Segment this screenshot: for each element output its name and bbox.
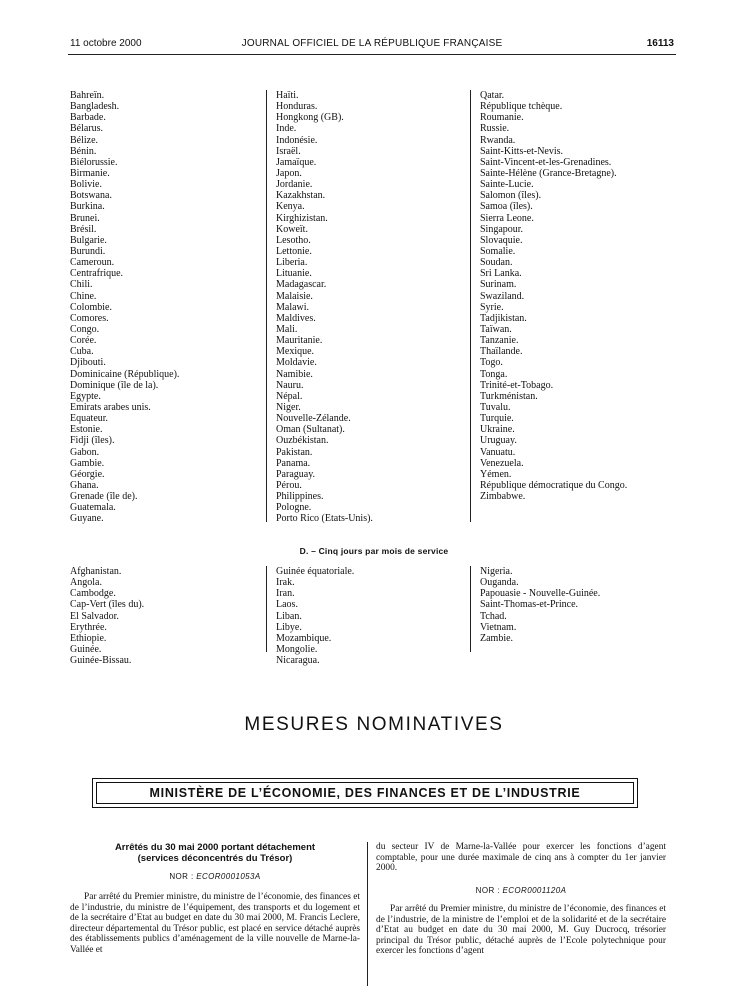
mesures-nominatives-title: MESURES NOMINATIVES — [244, 714, 504, 735]
country-item: Guatemala. — [70, 502, 116, 514]
column-divider — [266, 566, 267, 652]
country-item: Slovaquie. — [480, 234, 523, 246]
nor-code: ECOR0001120A — [502, 886, 567, 895]
country-item: Guinée. — [70, 643, 102, 655]
country-item: Philippines. — [276, 491, 324, 503]
country-item: Géorgie. — [70, 468, 105, 480]
article-paragraph-2: Par arrêté du Premier ministre, du ministre de l’économie, des finances et de l’industrie, de la ministre de l’emploi et de la solidarité et de la secrétaire d’Etat au budget en date du 30 mai 2000, M. Guy Ducrocq, trésorier principal du Trésor public, détaché auprès de l’Ecole polytechnique pour exercer les fonctions d’agent — [376, 904, 666, 957]
country-item: Oman (Sultanat). — [276, 424, 345, 436]
country-list-column-3 — [480, 90, 627, 502]
country-item: République tchèque. — [480, 101, 563, 113]
country-item: Togo. — [480, 357, 503, 369]
country-item: Lettonie. — [276, 245, 312, 257]
country-item: Maldives. — [276, 312, 316, 324]
article-paragraph-1-continued: du secteur IV de Marne-la-Vallée pour exercer les fonctions d’agent comptable, pour une durée maximale de cinq ans à compter du 1er janvier 2000. — [376, 842, 666, 874]
country-item: Cuba. — [70, 346, 94, 358]
country-item: Malaisie. — [276, 290, 313, 302]
country-item: Kenya. — [276, 201, 305, 213]
country-item: Rwanda. — [480, 134, 516, 146]
section-d-heading: D. – Cinq jours par mois de service — [299, 546, 449, 556]
country-item: Afghanistan. — [70, 566, 122, 577]
country-item: Tchad. — [480, 610, 507, 622]
country-item: Namibie. — [276, 368, 313, 380]
section-d-column-1 — [70, 566, 144, 666]
country-item: Comores. — [70, 312, 109, 324]
country-item: Moldavie. — [276, 357, 317, 369]
country-item: Zimbabwe. — [480, 491, 526, 503]
country-item: Mongolie. — [276, 643, 318, 655]
country-item: Barbade. — [70, 112, 106, 124]
country-item: Haïti. — [276, 90, 299, 101]
country-item: Nouvelle-Zélande. — [276, 413, 351, 425]
country-item: Pérou. — [276, 479, 302, 491]
section-d-column-3 — [480, 566, 600, 644]
country-item: Turquie. — [480, 413, 514, 425]
country-item: Estonie. — [70, 424, 103, 436]
country-item: Japon. — [276, 167, 302, 179]
country-item: Madagascar. — [276, 279, 327, 291]
column-divider — [367, 842, 368, 986]
country-item: Grenade (île de). — [70, 491, 138, 503]
ministry-box — [92, 778, 638, 808]
country-item: Djibouti. — [70, 357, 106, 369]
nor-label: NOR : — [475, 886, 500, 895]
country-item: Liberia. — [276, 257, 308, 269]
country-item: Somalie. — [480, 245, 516, 257]
country-item: Surinam. — [480, 279, 517, 291]
article-paragraph-1: Par arrêté du Premier ministre, du ministre de l’économie, des finances et de l’industrie, du ministre de l’équipement, des transports et du logement et de la secrétaire d’Etat au budget en date du 30 mai 2000, M. Francis Leclere, directeur départemental du Trésor public, est placé en service détaché auprès des établissements publics d’aménagement de la ville nouvelle de Marne-la-Vallée et — [70, 892, 360, 955]
country-item: Libye. — [276, 621, 302, 633]
country-item: Russie. — [480, 123, 510, 135]
country-item: El Salvador. — [70, 610, 119, 622]
country-item: Kirghizistan. — [276, 212, 328, 224]
country-list-column-1 — [70, 90, 179, 524]
article-title-line-2: (services déconcentrés du Trésor) — [137, 853, 293, 864]
country-item: Lesotho. — [276, 234, 311, 246]
country-item: Vanuatu. — [480, 446, 516, 458]
country-item: Thaïlande. — [480, 346, 523, 358]
country-item: Salomon (îles). — [480, 190, 542, 202]
country-item: Paraguay. — [276, 468, 316, 480]
country-item: Sri Lanka. — [480, 268, 522, 280]
country-item: Colombie. — [70, 301, 112, 313]
country-list-column-2 — [276, 90, 373, 524]
country-item: Samoa (îles). — [480, 201, 533, 213]
country-item: Equateur. — [70, 413, 109, 425]
country-item: Saint-Vincent-et-les-Grenadines. — [480, 156, 612, 168]
country-item: Brunei. — [70, 212, 100, 224]
country-item: Bénin. — [70, 145, 97, 157]
ministry-title: MINISTÈRE DE L’ÉCONOMIE, DES FINANCES ET DE L’INDUSTRIE — [96, 782, 634, 804]
country-item: Lituanie. — [276, 268, 312, 280]
country-item: Laos. — [276, 599, 298, 611]
country-item: Koweït. — [276, 223, 308, 235]
country-item: Panama. — [276, 457, 311, 469]
country-item: Liban. — [276, 610, 302, 622]
nor-reference-1 — [70, 872, 360, 881]
country-item: Cap-Vert (îles du). — [70, 599, 145, 611]
country-item: Guinée équatoriale. — [276, 566, 355, 577]
country-item: Biélorussie. — [70, 156, 118, 168]
country-item: Saint-Thomas-et-Prince. — [480, 599, 579, 611]
country-item: Sainte-Hélène (Grance-Bretagne). — [480, 167, 617, 179]
page-header — [70, 38, 674, 54]
country-item: Vietnam. — [480, 621, 517, 633]
country-item: Tuvalu. — [480, 401, 511, 413]
column-divider — [266, 90, 267, 522]
country-item: Trinité-et-Tobago. — [480, 379, 554, 391]
country-item: Gabon. — [70, 446, 100, 458]
country-item: Botswana. — [70, 190, 112, 202]
country-item: Porto Rico (Etats-Unis). — [276, 513, 373, 525]
country-item: Irak. — [276, 577, 295, 589]
country-item: Chili. — [70, 279, 93, 291]
section-d-column-2 — [276, 566, 354, 666]
column-divider — [470, 566, 471, 652]
column-divider — [470, 90, 471, 522]
country-item: Qatar. — [480, 90, 505, 101]
country-item: Honduras. — [276, 101, 318, 113]
country-item: Swaziland. — [480, 290, 525, 302]
country-item: Roumanie. — [480, 112, 524, 124]
country-item: Indonésie. — [276, 134, 318, 146]
country-item: Tonga. — [480, 368, 508, 380]
country-item: Bélarus. — [70, 123, 104, 135]
country-item: Uruguay. — [480, 435, 517, 447]
country-item: Israël. — [276, 145, 301, 157]
country-item: Pakistan. — [276, 446, 313, 458]
country-item: Chine. — [70, 290, 97, 302]
country-item: Saint-Kitts-et-Nevis. — [480, 145, 564, 157]
country-item: Népal. — [276, 390, 303, 402]
country-item: Mauritanie. — [276, 335, 323, 347]
country-item: Ethiopie. — [70, 632, 107, 644]
country-item: Jordanie. — [276, 179, 313, 191]
header-journal-title: JOURNAL OFFICIEL DE LA RÉPUBLIQUE FRANÇAISE — [241, 38, 503, 49]
country-item: Venezuela. — [480, 457, 524, 469]
country-item: Cambodge. — [70, 588, 116, 600]
country-item: Ghana. — [70, 479, 99, 491]
country-item: Emirats arabes unis. — [70, 401, 151, 413]
country-item: Bulgarie. — [70, 234, 107, 246]
article-title-line-1: Arrêtés du 30 mai 2000 portant détachement — [114, 842, 316, 853]
country-item: Centrafrique. — [70, 268, 124, 280]
country-item: Brésil. — [70, 223, 97, 235]
nor-reference-2 — [376, 886, 666, 895]
country-item: Kazakhstan. — [276, 190, 326, 202]
nor-label: NOR : — [169, 872, 194, 881]
country-item: Tadjikistan. — [480, 312, 527, 324]
country-item: Tanzanie. — [480, 335, 519, 347]
page-number: 16113 — [646, 38, 674, 49]
country-item: Zambie. — [480, 632, 514, 644]
country-item: République démocratique du Congo. — [480, 479, 628, 491]
country-item: Bangladesh. — [70, 101, 120, 113]
country-item: Nigeria. — [480, 566, 513, 577]
country-item: Inde. — [276, 123, 297, 135]
country-item: Birmanie. — [70, 167, 110, 179]
country-item: Burundi. — [70, 245, 106, 257]
country-item: Ouganda. — [480, 577, 519, 589]
country-item: Congo. — [70, 323, 100, 335]
country-item: Bahreïn. — [70, 90, 105, 101]
country-item: Burkina. — [70, 201, 105, 213]
country-item: Iran. — [276, 588, 295, 600]
country-item: Syrie. — [480, 301, 504, 313]
country-item: Dominicaine (République). — [70, 368, 180, 380]
country-item: Pologne. — [276, 502, 312, 514]
country-item: Taïwan. — [480, 323, 512, 335]
nor-code: ECOR0001053A — [196, 872, 261, 881]
country-item: Corée. — [70, 335, 97, 347]
country-item: Turkménistan. — [480, 390, 538, 402]
country-item: Singapour. — [480, 223, 524, 235]
country-item: Sainte-Lucie. — [480, 179, 534, 191]
country-item: Nauru. — [276, 379, 304, 391]
country-item: Bolivie. — [70, 179, 102, 191]
country-item: Jamaïque. — [276, 156, 317, 168]
header-date: 11 octobre 2000 — [70, 38, 142, 49]
country-item: Yémen. — [480, 468, 512, 480]
country-item: Ukraine. — [480, 424, 515, 436]
country-item: Niger. — [276, 401, 301, 413]
country-item: Sierra Leone. — [480, 212, 534, 224]
article-title — [70, 842, 360, 864]
country-item: Dominique (île de la). — [70, 379, 159, 391]
country-item: Guinée-Bissau. — [70, 655, 132, 667]
country-item: Gambie. — [70, 457, 105, 469]
country-item: Ouzbékistan. — [276, 435, 329, 447]
country-item: Mali. — [276, 323, 298, 335]
country-item: Guyane. — [70, 513, 104, 525]
country-item: Cameroun. — [70, 257, 115, 269]
country-item: Fidji (îles). — [70, 435, 115, 447]
country-item: Papouasie - Nouvelle-Guinée. — [480, 588, 601, 600]
header-rule — [68, 54, 676, 55]
country-item: Malawi. — [276, 301, 310, 313]
country-item: Mexique. — [276, 346, 315, 358]
country-item: Egypte. — [70, 390, 101, 402]
country-item: Mozambique. — [276, 632, 332, 644]
country-item: Nicaragua. — [276, 655, 320, 667]
country-item: Erythrée. — [70, 621, 107, 633]
country-item: Soudan. — [480, 257, 513, 269]
country-item: Bélize. — [70, 134, 99, 146]
country-item: Hongkong (GB). — [276, 112, 344, 124]
country-item: Angola. — [70, 577, 102, 589]
